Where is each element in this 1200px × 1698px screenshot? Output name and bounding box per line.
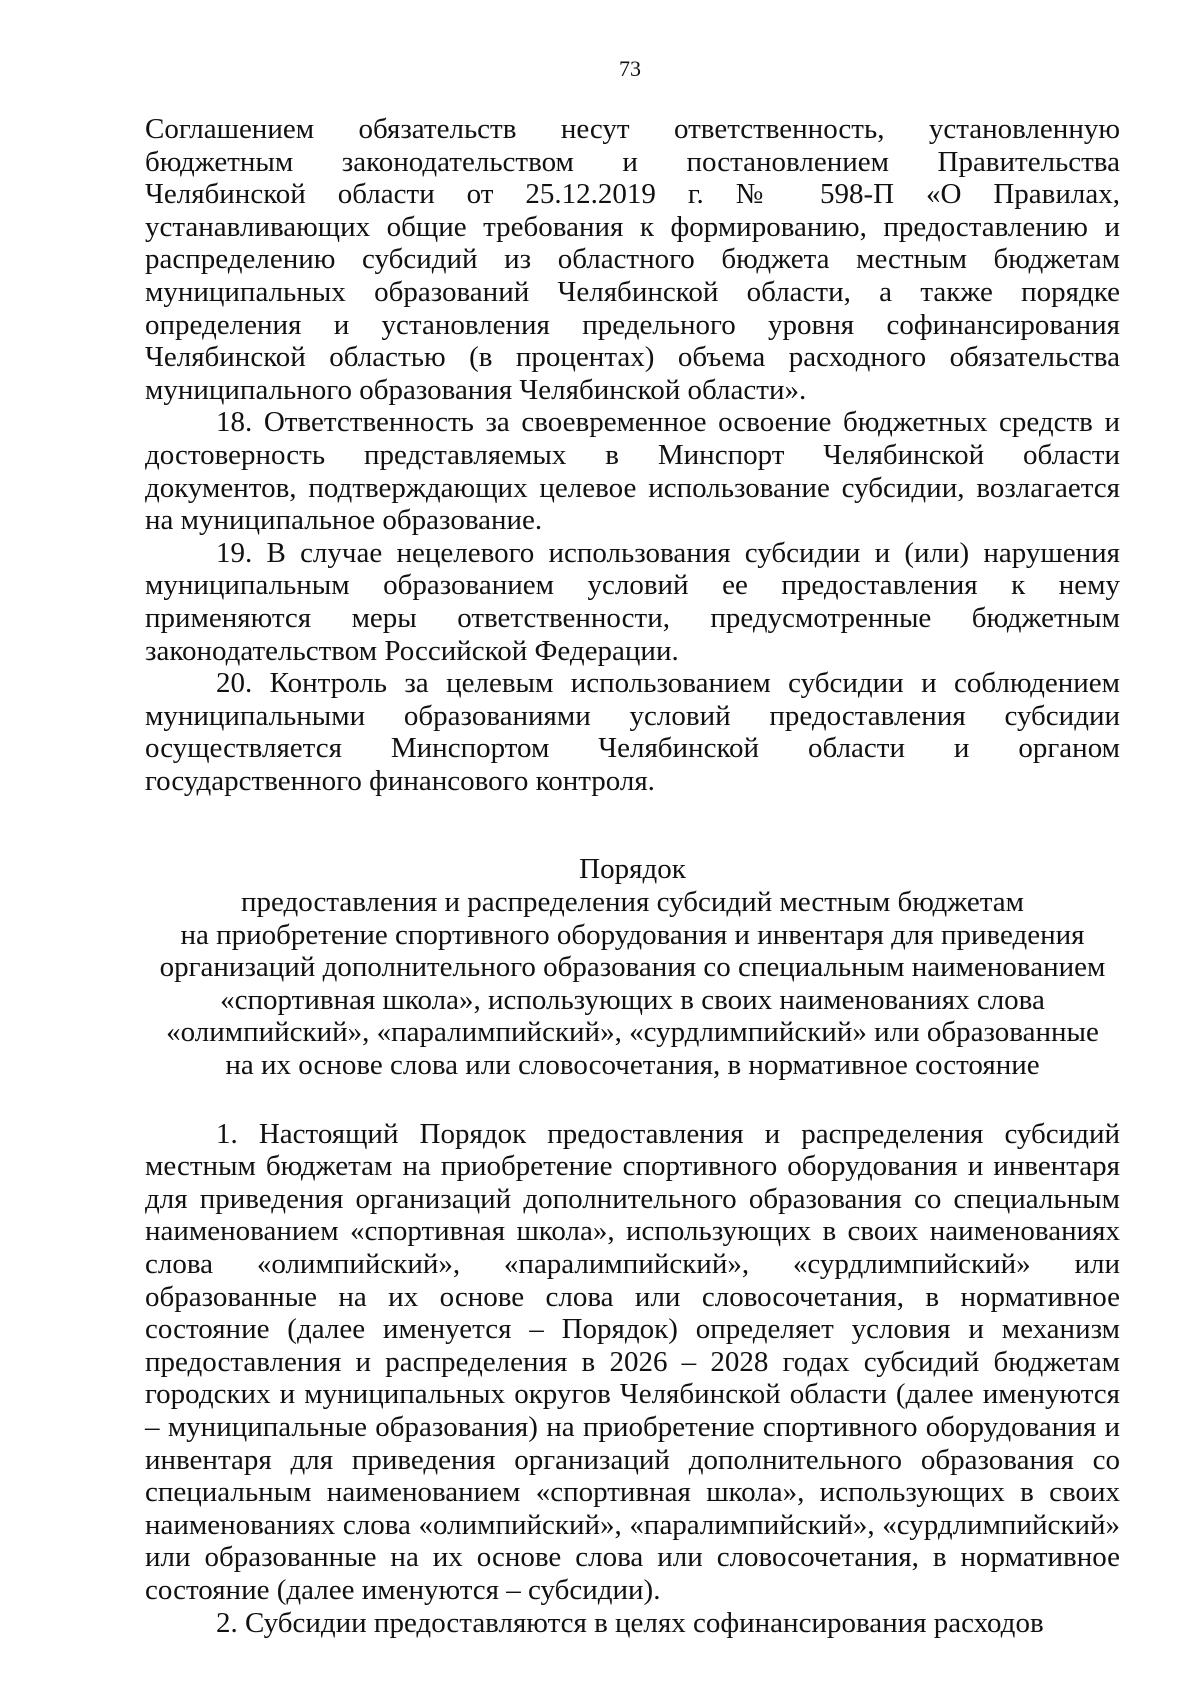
heading-title: Порядок bbox=[579, 853, 686, 886]
heading-line: на приобретение спортивного оборудования и инвентаря для приведения bbox=[180, 918, 1085, 951]
heading-line: на их основе слова или словосочетания, в нормативное состояние bbox=[225, 1049, 1040, 1082]
page-number: 73 bbox=[619, 56, 641, 81]
spacer bbox=[145, 1082, 1120, 1118]
paragraph-19: 19. В случае нецелевого использования субсидии и (или) нарушения муниципальным образованием условий ее предоставления к нему применяются меры ответственности, предусмотренные бюджетным законодательством Российской Федерации. bbox=[145, 536, 1120, 667]
heading-line: предоставления и распределения субсидий местным бюджетам bbox=[240, 886, 1025, 919]
heading-line: «олимпийский», «паралимпийский», «сурдлимпийский» или образованные bbox=[166, 1016, 1099, 1049]
heading-line: «спортивная школа», использующих в своих наименованиях слова bbox=[220, 983, 1045, 1016]
paragraph-continuation: Соглашением обязательств несут ответственность, установленную бюджетным законодательством и постановлением Правительства Челябинской области от 25.12.2019 г. № 598-П «О Правилах, устанавливающих общие требования к формированию, предоставлению и распределению субсидий из областного бюджета местным бюджетам муниципальных образований Челябинской области, а также порядке определения и установления предельного уровня софинансирования Челябинской областью (в процентах) объема расходного обязательства муниципального образования Челябинской области». bbox=[145, 113, 1120, 406]
paragraph-18: 18. Ответственность за своевременное освоение бюджетных средств и достоверность представляемых в Минспорт Челябинской области документов, подтверждающих целевое использование субсидии, возлагается на муниципальное образование. bbox=[145, 406, 1120, 537]
section-heading bbox=[145, 853, 1120, 1081]
paragraph-20: 20. Контроль за целевым использованием субсидии и соблюдением муниципальными образованиями условий предоставления субсидии осуществляется Минспортом Челябинской области и органом государственного финансового контроля. bbox=[145, 667, 1120, 797]
heading-line: организаций дополнительного образования со специальным наименованием bbox=[159, 951, 1106, 984]
section-paragraph-2: 2. Субсидии предоставляются в целях софинансирования расходов bbox=[216, 1606, 1044, 1639]
document-body bbox=[145, 113, 1120, 1639]
section-paragraph-1: 1. Настоящий Порядок предоставления и распределения субсидий местным бюджетам на приобретение спортивного оборудования и инвентаря для приведения организаций дополнительного образования со специальным наименованием «спортивная школа», использующих в своих наименованиях слова «олимпийский», «паралимпийский», «сурдлимпийский» или образованные на их основе слова или словосочетания, в нормативное состояние (далее именуется – Порядок) определяет условия и механизм предоставления и распределения в 2026 – 2028 годах субсидий бюджетам городских и муниципальных округов Челябинской области (далее именуются – муниципальные образования) на приобретение спортивного оборудования и инвентаря для приведения организаций дополнительного образования со специальным наименованием «спортивная школа», использующих в своих наименованиях слова «олимпийский», «паралимпийский», «сурдлимпийский» или образованные на их основе слова или словосочетания, в нормативное состояние (далее именуются – субсидии). bbox=[145, 1117, 1120, 1606]
